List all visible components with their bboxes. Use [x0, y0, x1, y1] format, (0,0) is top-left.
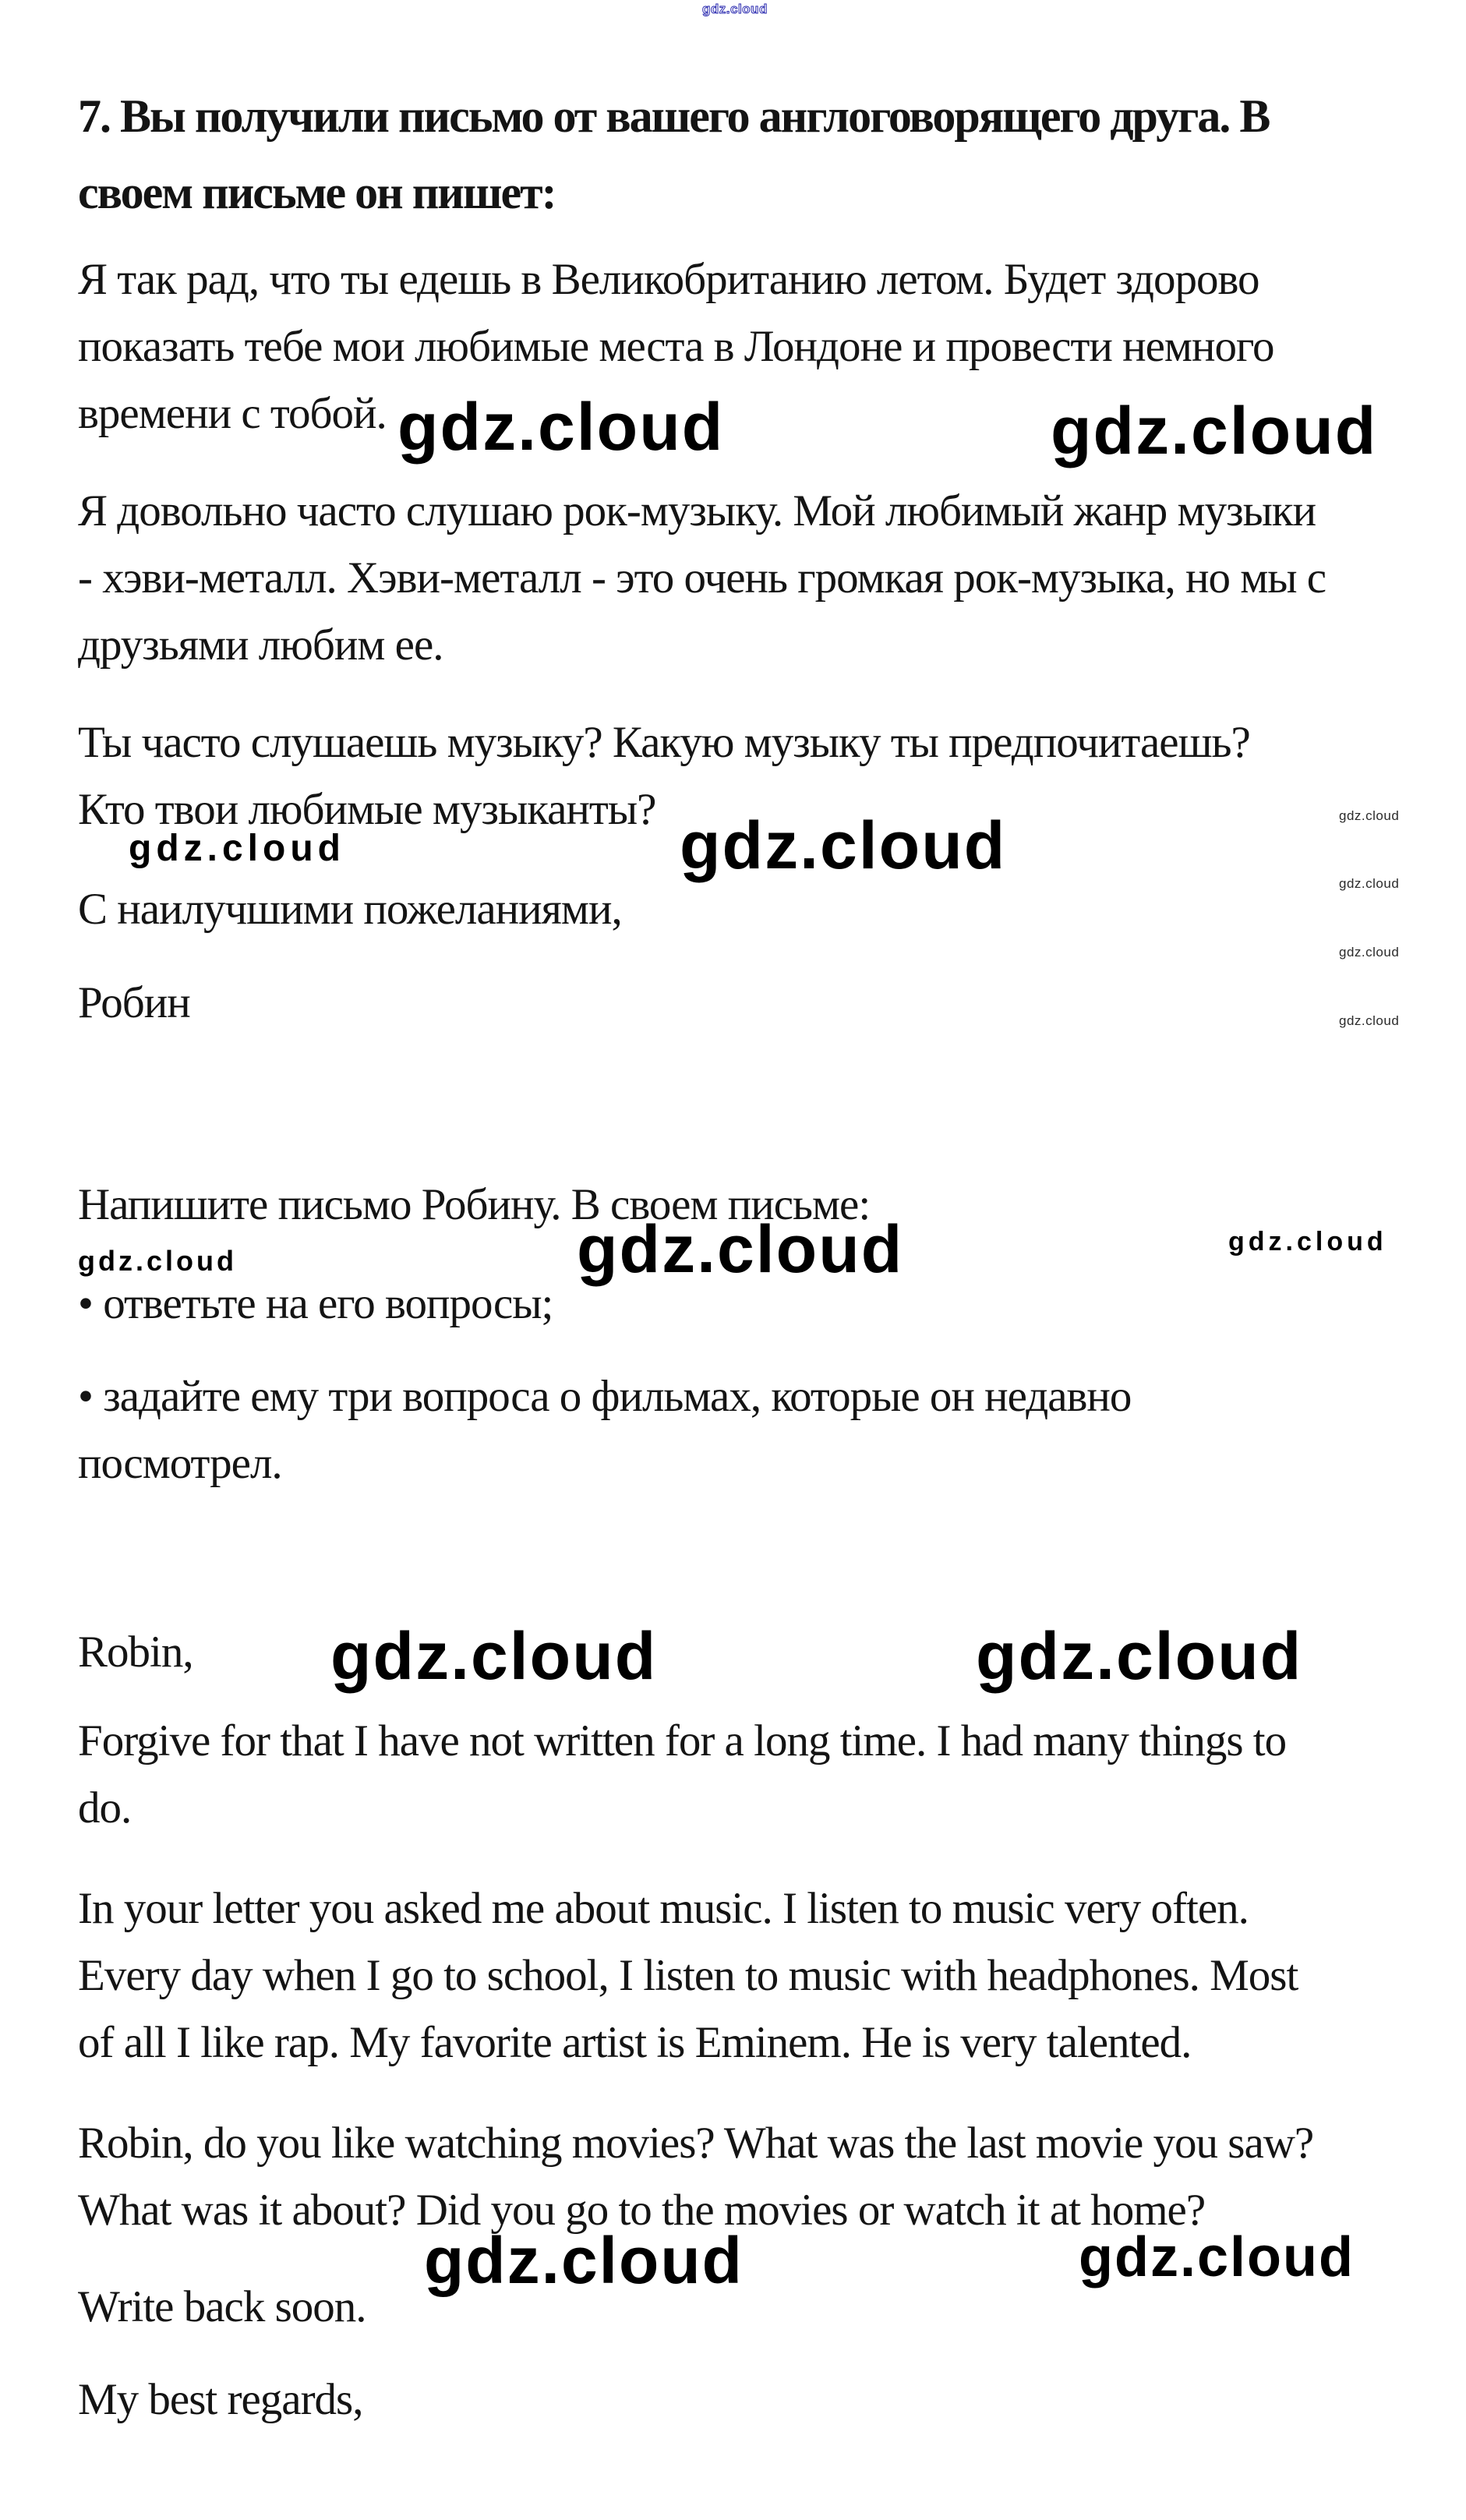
watermark-gdz-cloud: gdz.cloud: [1228, 1227, 1387, 1256]
watermark-gdz-cloud: gdz.cloud: [129, 828, 345, 869]
friend-letter-closing: [78, 876, 622, 943]
instructions-intro-line: Напишите письмо Робину. В своем письме:: [78, 1180, 871, 1229]
answer-letter-line: Forgive for that I have not written for a long time. I had many things to: [78, 1716, 1287, 1765]
watermark-gdz-cloud-small: gdz.cloud: [1339, 876, 1400, 891]
watermark-gdz-cloud-top: gdz.cloud: [702, 2, 768, 16]
answer-letter-paragraph-2: [78, 1875, 1298, 2076]
task-heading-line-2: своем письме он пишет:: [78, 167, 556, 218]
watermark-gdz-cloud: gdz.cloud: [1051, 394, 1378, 468]
friend-letter-line: показать тебе мои любимые места в Лондоне и провести немного: [78, 322, 1274, 371]
friend-letter-signature-line: Робин: [78, 978, 190, 1027]
friend-letter-line: Я довольно часто слушаю рок-музыку. Мой любимый жанр музыки: [78, 486, 1316, 535]
friend-letter-line: Ты часто слушаешь музыку? Какую музыку ты предпочитаешь?: [78, 718, 1250, 767]
answer-letter-greeting-line: Robin,: [78, 1628, 193, 1677]
task-heading-line-1: 7. Вы получили письмо от вашего англоговорящего друга. В: [78, 90, 1270, 142]
friend-letter-line: Кто твои любимые музыканты?: [78, 785, 656, 834]
instructions-bullet-line: • ответьте на его вопросы;: [78, 1279, 553, 1328]
answer-letter-closing-line: Write back soon.: [78, 2282, 366, 2331]
watermark-gdz-cloud-small: gdz.cloud: [1339, 945, 1400, 960]
watermark-gdz-cloud-small: gdz.cloud: [1339, 808, 1400, 823]
answer-letter-closing: [78, 2274, 366, 2341]
friend-letter-signature: [78, 970, 190, 1037]
watermark-gdz-cloud: gdz.cloud: [1079, 2226, 1355, 2288]
answer-letter-line: do.: [78, 1783, 132, 1833]
watermark-gdz-cloud-small: gdz.cloud: [1339, 1013, 1400, 1028]
watermark-gdz-cloud: gdz.cloud: [78, 1245, 237, 1277]
friend-letter-paragraph-2: [78, 478, 1326, 679]
watermark-gdz-cloud: gdz.cloud: [680, 808, 1007, 883]
watermark-gdz-cloud: gdz.cloud: [397, 390, 725, 465]
answer-letter-paragraph-1: [78, 1708, 1286, 1842]
watermark-gdz-cloud: gdz.cloud: [577, 1212, 904, 1287]
task-heading: [78, 78, 1269, 231]
friend-letter-line: времени с тобой.: [78, 389, 387, 438]
answer-letter-line: Robin, do you like watching movies? What was the last movie you saw?: [78, 2119, 1314, 2168]
watermark-gdz-cloud: gdz.cloud: [424, 2224, 744, 2297]
answer-letter-line: What was it about? Did you go to the movies or watch it at home?: [78, 2186, 1206, 2235]
instructions-bullet-line: • задайте ему три вопроса о фильмах, которые он недавно: [78, 1372, 1132, 1421]
watermark-gdz-cloud: gdz.cloud: [976, 1619, 1303, 1694]
answer-letter-signature-line: My best regards,: [78, 2375, 363, 2424]
answer-letter-signature: [78, 2366, 363, 2433]
answer-letter-line: of all I like rap. My favorite artist is Eminem. He is very talented.: [78, 2018, 1192, 2067]
friend-letter-line: - хэви-металл. Хэви-металл - это очень громкая рок-музыка, но мы с: [78, 553, 1326, 603]
instructions-bullet-2: [78, 1363, 1131, 1497]
friend-letter-line: Я так рад, что ты едешь в Великобританию летом. Будет здорово: [78, 255, 1259, 304]
answer-letter-line: In your letter you asked me about music. I listen to music very often.: [78, 1884, 1249, 1933]
friend-letter-paragraph-3: [78, 709, 1250, 843]
watermark-gdz-cloud: gdz.cloud: [330, 1619, 658, 1694]
instructions-bullet-1: [78, 1271, 553, 1338]
instructions-bullet-line: посмотрел.: [78, 1439, 282, 1488]
friend-letter-line: друзьями любим ее.: [78, 620, 443, 670]
answer-letter-line: Every day when I go to school, I listen to music with headphones. Most: [78, 1951, 1298, 2000]
friend-letter-closing-line: С наилучшими пожеланиями,: [78, 885, 622, 934]
answer-letter-greeting: [78, 1619, 193, 1686]
